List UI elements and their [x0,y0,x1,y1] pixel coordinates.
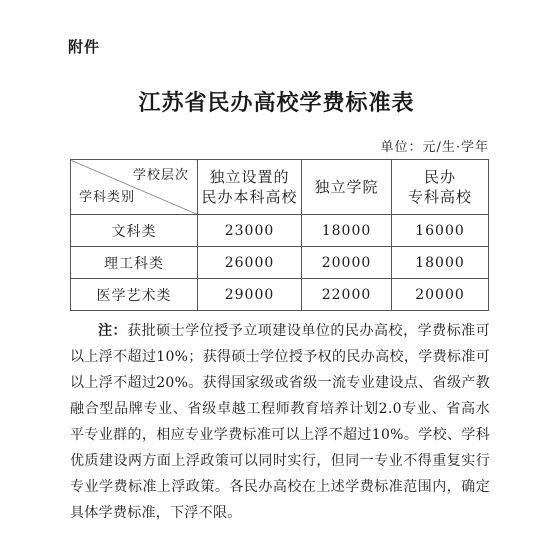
fee-cell: 18000 [392,247,489,279]
unit-label: 单位：元/生·学年 [380,140,489,155]
note-paragraph [70,318,490,526]
tuition-table [70,159,489,311]
fee-cell: 26000 [198,247,302,279]
table-row [71,215,489,247]
row-category: 文科类 [71,215,198,247]
column-header-private-undergrad [198,160,302,215]
corner-header-discipline: 学科类别 [79,190,136,205]
fee-cell: 16000 [392,215,489,247]
column-header-line: 民办本科高校 [201,188,298,206]
fee-cell: 20000 [392,279,489,311]
document-title: 江苏省民办高校学费标准表 [138,90,415,116]
fee-cell: 23000 [198,215,302,247]
column-header-line: 独立学院 [314,178,379,196]
table-header-row [71,160,489,215]
column-header-independent-college [302,160,392,215]
corner-header-cell [71,160,198,215]
note-text: 获批硕士学位授予立项建设单位的民办高校，学费标准可以上浮不超过10%；获得硕士学位授予权的民办高校，学费标准可以上浮不超过20%。获得国家级或省级一流专业建设点、省级产教融合型品牌专业、省级卓越工程师教育培养计划2.0专业、省高水平专业群的，相应专业学费标准可以上浮不超过10%。学校、学科优质建设两方面上浮政策可以同时实行，但同一专业不得重复实行专业学费标准上浮政策。各民办高校在上述学费标准范围内，确定具体学费标准，下浮不限。 [70,323,490,521]
fee-cell: 18000 [302,215,392,247]
row-category: 理工科类 [71,247,198,279]
row-category: 医学艺术类 [71,279,198,311]
column-header-private-vocational [392,160,489,215]
note-label: 注： [98,323,128,339]
column-header-line: 独立设置的 [209,168,290,186]
table-row [71,279,489,311]
fee-cell: 29000 [198,279,302,311]
fee-cell: 20000 [302,247,392,279]
table-row [71,247,489,279]
column-header-line: 民办 [423,168,456,186]
fee-cell: 22000 [302,279,392,311]
attachment-label: 附件 [68,38,101,56]
column-header-line: 专科高校 [407,188,472,206]
corner-header-school-level: 学校层次 [132,168,189,183]
